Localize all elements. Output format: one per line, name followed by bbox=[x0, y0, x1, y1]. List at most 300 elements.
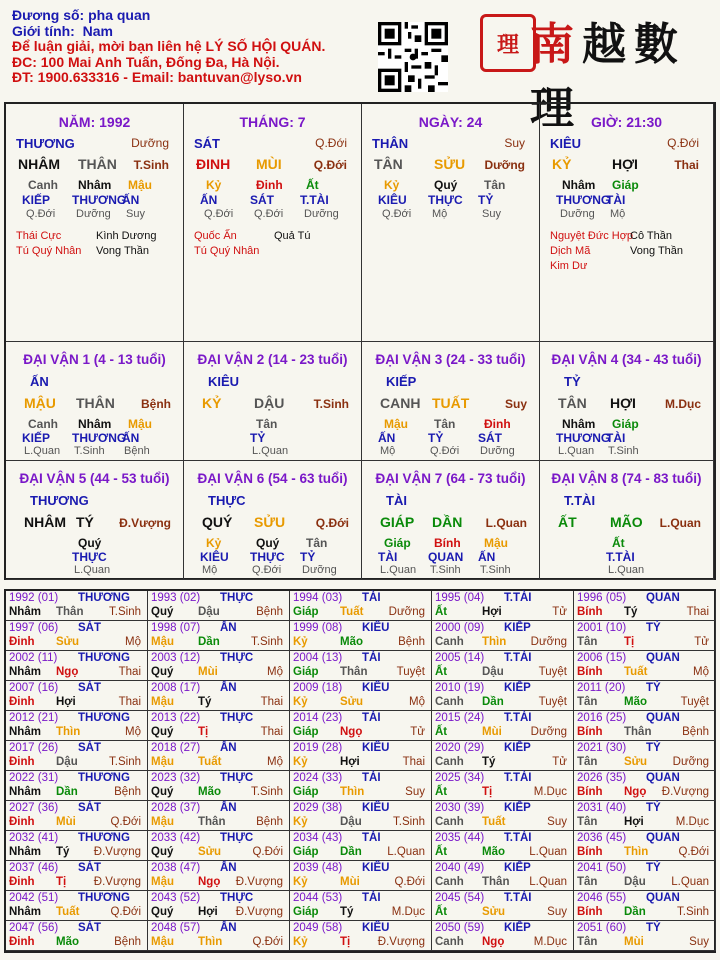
hidden-stem: Tân bbox=[484, 178, 506, 192]
name-label: Đương số: bbox=[12, 7, 85, 23]
year-cell bbox=[290, 711, 432, 741]
hidden-stem: Bính bbox=[434, 536, 461, 550]
hidden-stage: Q.Đới bbox=[26, 208, 56, 220]
year-stem: Nhâm bbox=[9, 726, 41, 738]
year-ten-god: THỰC bbox=[220, 892, 254, 904]
hidden-god: SÁT bbox=[478, 431, 502, 445]
year-branch: Mùi bbox=[340, 876, 360, 888]
hidden-stem: Tân bbox=[256, 417, 278, 431]
year-ten-god: ẤN bbox=[220, 922, 237, 934]
year-cell bbox=[6, 831, 148, 861]
hidden-stem: Giáp bbox=[384, 536, 411, 550]
hidden-god: TÀI bbox=[606, 193, 626, 207]
dai-van-title: ĐẠI VẬN 3 (24 - 33 tuổi) bbox=[375, 352, 526, 367]
year-branch: Hợi bbox=[340, 756, 360, 768]
year-ten-god: T.TÀI bbox=[504, 652, 532, 664]
dai-van-cell bbox=[362, 342, 540, 461]
year-branch: Tị bbox=[340, 936, 351, 948]
year-label: 2044 (53) bbox=[293, 892, 343, 904]
year-ten-god: KIÊU bbox=[362, 922, 390, 934]
dai-van-stem: TÂN bbox=[558, 395, 587, 411]
hidden-stage: Q.Đới bbox=[254, 208, 284, 220]
hidden-god: ẤN bbox=[122, 431, 140, 445]
year-ten-god: T.TÀI bbox=[504, 592, 532, 604]
year-branch: Thìn bbox=[340, 786, 365, 798]
dai-van-stem: MẬU bbox=[24, 395, 56, 411]
year-branch: Mùi bbox=[198, 666, 218, 678]
year-cell bbox=[6, 861, 148, 891]
dai-van-cell bbox=[362, 461, 540, 580]
hidden-god: THỰC bbox=[428, 193, 463, 207]
hidden-stage: L.Quan bbox=[252, 445, 289, 457]
year-stem: Kỷ bbox=[293, 876, 308, 888]
hidden-stage: Q.Đới bbox=[252, 564, 282, 576]
year-stage: Thai bbox=[402, 756, 425, 768]
year-label: 1993 (02) bbox=[151, 592, 201, 604]
hidden-stem: Tân bbox=[306, 536, 328, 550]
year-cell bbox=[574, 921, 716, 951]
year-label: 2000 (09) bbox=[435, 622, 485, 634]
year-stage: Thai bbox=[118, 666, 141, 678]
year-stem: Kỷ bbox=[293, 636, 308, 648]
year-cell bbox=[432, 621, 574, 651]
year-ten-god: SÁT bbox=[78, 682, 101, 694]
pillar-cell bbox=[362, 104, 540, 342]
year-label: 2033 (42) bbox=[151, 832, 201, 844]
year-stem: Tân bbox=[577, 876, 598, 888]
year-stage: L.Quan bbox=[387, 846, 425, 858]
year-stem: Giáp bbox=[293, 786, 319, 798]
year-stage: Thai bbox=[686, 606, 709, 618]
hidden-stem: Quý bbox=[434, 178, 458, 192]
year-ten-god: THƯƠNG bbox=[78, 772, 130, 784]
year-branch: Mùi bbox=[624, 936, 644, 948]
year-branch: Mão bbox=[340, 636, 363, 648]
year-stage: Bệnh bbox=[398, 636, 425, 648]
year-stem: Ất bbox=[435, 606, 448, 618]
year-branch: Dậu bbox=[624, 876, 646, 888]
year-stem: Bính bbox=[577, 726, 603, 738]
year-stem: Bính bbox=[577, 906, 603, 918]
dai-van-branch: TUẤT bbox=[432, 395, 470, 411]
year-stem: Quý bbox=[151, 846, 174, 858]
year-stem: Bính bbox=[577, 786, 603, 798]
hidden-stage: Dưỡng bbox=[304, 208, 339, 220]
dai-van-cell bbox=[184, 461, 362, 580]
dai-van-title: ĐẠI VẬN 2 (14 - 23 tuổi) bbox=[197, 352, 348, 367]
year-ten-god: TÀI bbox=[362, 832, 381, 844]
year-label: 2036 (45) bbox=[577, 832, 627, 844]
year-cell bbox=[432, 741, 574, 771]
year-stem: Kỷ bbox=[293, 696, 308, 708]
hidden-god: KIÊU bbox=[378, 193, 407, 207]
year-stage: Mộ bbox=[125, 726, 141, 738]
dai-van-branch: DẬU bbox=[254, 395, 285, 411]
dai-van-god: THƯƠNG bbox=[30, 493, 89, 508]
year-branch: Thân bbox=[340, 666, 368, 678]
year-cell bbox=[6, 921, 148, 951]
year-stem: Ất bbox=[435, 786, 448, 798]
dai-van-branch: TÝ bbox=[76, 514, 94, 530]
year-ten-god: THƯƠNG bbox=[78, 892, 130, 904]
year-ten-god: SÁT bbox=[78, 622, 101, 634]
year-cell bbox=[6, 891, 148, 921]
year-stem: Kỷ bbox=[293, 936, 308, 948]
year-branch: Dần bbox=[340, 846, 362, 858]
year-cell bbox=[148, 621, 290, 651]
year-ten-god: KIÊU bbox=[362, 622, 390, 634]
year-branch: Tý bbox=[482, 756, 496, 768]
year-stage: M.Dục bbox=[391, 906, 425, 918]
year-label: 2047 (56) bbox=[9, 922, 59, 934]
year-stem: Tân bbox=[577, 816, 598, 828]
year-stage: Tử bbox=[410, 726, 425, 738]
pillar-stem: TÂN bbox=[374, 156, 403, 172]
year-cell bbox=[148, 681, 290, 711]
year-ten-god: ẤN bbox=[220, 682, 237, 694]
hidden-stem: Canh bbox=[28, 417, 58, 431]
header-info bbox=[12, 8, 325, 86]
hidden-god: TỶ bbox=[428, 431, 444, 445]
year-ten-god: KIẾP bbox=[504, 622, 531, 634]
year-stem: Mậu bbox=[151, 816, 174, 828]
dai-van-god: THỰC bbox=[208, 493, 246, 508]
year-stage: T.Sinh bbox=[109, 606, 141, 618]
year-label: 2022 (31) bbox=[9, 772, 59, 784]
dai-van-stem: ẤT bbox=[558, 514, 577, 530]
year-stem: Đinh bbox=[9, 756, 35, 768]
year-stage: Q.Đới bbox=[110, 906, 141, 918]
year-stage: M.Dục bbox=[675, 816, 709, 828]
pillar-cell bbox=[184, 104, 362, 342]
year-cell bbox=[6, 801, 148, 831]
pillar-branch-stage: Q.Đới bbox=[313, 158, 347, 172]
year-branch: Tuất bbox=[624, 666, 648, 678]
year-stage: Bệnh bbox=[114, 936, 141, 948]
hidden-stage: T.Sinh bbox=[608, 445, 639, 457]
year-stage: Mộ bbox=[409, 696, 425, 708]
year-label: 1997 (06) bbox=[9, 622, 59, 634]
hidden-stage: T.Sinh bbox=[480, 564, 511, 576]
star-right: Vong Thần bbox=[96, 245, 150, 257]
year-ten-god: TÀI bbox=[362, 712, 381, 724]
year-ten-god: SÁT bbox=[78, 802, 101, 814]
pillar-ten-god: THÂN bbox=[372, 136, 409, 151]
year-cell bbox=[148, 891, 290, 921]
year-ten-god: THƯƠNG bbox=[78, 712, 130, 724]
hidden-stem: Đinh bbox=[256, 178, 283, 192]
year-branch: Tuất bbox=[198, 756, 222, 768]
year-branch: Dần bbox=[56, 786, 78, 798]
hidden-stem: Canh bbox=[28, 178, 58, 192]
dai-van-god: KIÊU bbox=[208, 374, 240, 389]
year-cell bbox=[290, 591, 432, 621]
year-stem: Quý bbox=[151, 606, 174, 618]
year-label: 2040 (49) bbox=[435, 862, 485, 874]
dai-van-title: ĐẠI VẬN 1 (4 - 13 tuổi) bbox=[23, 352, 166, 367]
gender-value: Nam bbox=[82, 22, 113, 39]
year-stage: L.Quan bbox=[671, 876, 709, 888]
year-label: 2030 (39) bbox=[435, 802, 485, 814]
year-label: 2043 (52) bbox=[151, 892, 201, 904]
year-stem: Giáp bbox=[293, 666, 319, 678]
year-label: 2048 (57) bbox=[151, 922, 201, 934]
pillar-branch-stage: T.Sinh bbox=[133, 158, 169, 172]
year-label: 2046 (55) bbox=[577, 892, 627, 904]
year-cell bbox=[290, 861, 432, 891]
year-cell bbox=[432, 771, 574, 801]
year-label: 1996 (05) bbox=[577, 592, 627, 604]
year-ten-god: TỶ bbox=[646, 862, 661, 874]
dai-van-stem: GIÁP bbox=[380, 514, 415, 530]
year-stage: Tuyệt bbox=[396, 666, 425, 678]
dai-van-stage: L.Quan bbox=[659, 516, 701, 530]
year-branch: Ngọ bbox=[198, 876, 221, 888]
hidden-god: KIẾP bbox=[22, 431, 51, 445]
year-stage: M.Dục bbox=[533, 786, 567, 798]
year-ten-god: THỰC bbox=[220, 592, 254, 604]
year-branch: Tuất bbox=[56, 906, 80, 918]
year-stem: Đinh bbox=[9, 696, 35, 708]
pillar-stem: NHÂM bbox=[18, 156, 60, 172]
year-branch: Tị bbox=[482, 786, 493, 798]
pillar-stem: KỶ bbox=[552, 156, 572, 172]
year-branch: Dậu bbox=[482, 666, 504, 678]
year-branch: Ngọ bbox=[56, 666, 79, 678]
year-ten-god: TỶ bbox=[646, 802, 661, 814]
year-label: 2032 (41) bbox=[9, 832, 59, 844]
year-branch: Sửu bbox=[56, 636, 80, 648]
year-cell bbox=[432, 831, 574, 861]
year-cell bbox=[148, 921, 290, 951]
year-stage: Suy bbox=[689, 936, 709, 948]
year-branch: Tuất bbox=[482, 816, 506, 828]
year-branch: Sửu bbox=[340, 696, 364, 708]
year-branch: Tị bbox=[198, 726, 209, 738]
hidden-god: THỰC bbox=[250, 550, 285, 564]
year-cell bbox=[148, 801, 290, 831]
year-branch: Sửu bbox=[482, 906, 506, 918]
year-label: 2006 (15) bbox=[577, 652, 627, 664]
year-ten-god: SÁT bbox=[78, 742, 101, 754]
year-label: 2014 (23) bbox=[293, 712, 343, 724]
year-label: 2008 (17) bbox=[151, 682, 201, 694]
hidden-stage: Mộ bbox=[610, 208, 626, 220]
year-stem: Tân bbox=[577, 696, 598, 708]
year-stage: Tử bbox=[552, 756, 567, 768]
year-label: 2034 (43) bbox=[293, 832, 343, 844]
pillar-ten-god: KIÊU bbox=[550, 136, 582, 151]
star-left: Nguyệt Đức Hợp bbox=[550, 230, 634, 242]
year-cell bbox=[432, 711, 574, 741]
year-cell bbox=[574, 801, 716, 831]
dai-van-stem: QUÝ bbox=[202, 514, 233, 530]
phone-line: ĐT: 1900.633316 - Email: bantuvan@lyso.vn bbox=[12, 69, 302, 85]
year-branch: Ngọ bbox=[624, 786, 647, 798]
year-stage: T.Sinh bbox=[109, 756, 141, 768]
year-cell bbox=[6, 651, 148, 681]
year-branch: Mão bbox=[198, 786, 221, 798]
year-stem: Đinh bbox=[9, 936, 35, 948]
year-stage: Tuyệt bbox=[538, 666, 567, 678]
year-branch: Tý bbox=[624, 606, 638, 618]
year-label: 2038 (47) bbox=[151, 862, 201, 874]
year-ten-god: THƯƠNG bbox=[78, 832, 130, 844]
year-branch: Tị bbox=[624, 636, 635, 648]
year-stage: Thai bbox=[260, 696, 283, 708]
year-branch: Thân bbox=[56, 606, 84, 618]
dai-van-cell bbox=[540, 461, 714, 580]
year-ten-god: THỰC bbox=[220, 832, 254, 844]
hidden-god: ẤN bbox=[378, 431, 396, 445]
contact-line: Để luận giải, mời bạn liên hệ LÝ SỐ HỘI QUÁN. bbox=[12, 38, 326, 54]
year-ten-god: TỶ bbox=[646, 922, 661, 934]
year-stem: Đinh bbox=[9, 816, 35, 828]
year-cell bbox=[148, 711, 290, 741]
pillar-title: GIỜ: 21:30 bbox=[590, 114, 663, 130]
hidden-stage: Suy bbox=[482, 208, 501, 220]
year-label: 2015 (24) bbox=[435, 712, 485, 724]
year-cell bbox=[290, 621, 432, 651]
year-branch: Tuất bbox=[340, 606, 364, 618]
year-ten-god: QUAN bbox=[646, 652, 680, 664]
year-ten-god: QUAN bbox=[646, 712, 680, 724]
hidden-god: TÀI bbox=[606, 431, 626, 445]
year-cell bbox=[148, 831, 290, 861]
year-label: 2023 (32) bbox=[151, 772, 201, 784]
hidden-stem: Kỷ bbox=[206, 178, 222, 192]
hidden-stage: L.Quan bbox=[608, 564, 645, 576]
year-ten-god: KIÊU bbox=[362, 742, 390, 754]
year-label: 2025 (34) bbox=[435, 772, 485, 784]
year-label: 2028 (37) bbox=[151, 802, 201, 814]
year-cell bbox=[6, 771, 148, 801]
year-cell bbox=[574, 891, 716, 921]
year-label: 2027 (36) bbox=[9, 802, 59, 814]
year-stage: Dưỡng bbox=[530, 636, 567, 648]
year-label: 2010 (19) bbox=[435, 682, 485, 694]
year-branch: Hợi bbox=[198, 906, 218, 918]
hidden-stem: Kỷ bbox=[206, 536, 222, 550]
year-label: 2018 (27) bbox=[151, 742, 201, 754]
year-stem: Tân bbox=[577, 636, 598, 648]
year-cell bbox=[6, 711, 148, 741]
year-stage: Dưỡng bbox=[530, 726, 567, 738]
year-stem: Giáp bbox=[293, 606, 319, 618]
year-label: 2042 (51) bbox=[9, 892, 59, 904]
address-line: ĐC: 100 Mai Anh Tuấn, Đống Đa, Hà Nội. bbox=[12, 53, 280, 70]
year-ten-god: ẤN bbox=[220, 742, 237, 754]
year-branch: Tý bbox=[340, 906, 354, 918]
year-branch: Ngọ bbox=[340, 726, 363, 738]
pillar-cell bbox=[6, 104, 184, 342]
year-stage: Đ.Vượng bbox=[93, 846, 141, 858]
dai-van-god: TÀI bbox=[386, 493, 407, 508]
year-label: 2049 (58) bbox=[293, 922, 343, 934]
year-stage: Tuyệt bbox=[680, 696, 709, 708]
year-label: 2017 (26) bbox=[9, 742, 59, 754]
dai-van-branch: THÂN bbox=[76, 395, 115, 411]
year-stage: Mộ bbox=[267, 756, 283, 768]
year-stage: Q.Đới bbox=[678, 846, 709, 858]
hidden-stem: Nhâm bbox=[78, 417, 112, 431]
year-branch: Thìn bbox=[624, 846, 649, 858]
year-cell bbox=[290, 651, 432, 681]
pillar-ten-god: SÁT bbox=[194, 136, 220, 151]
hidden-stem: Mậu bbox=[128, 178, 152, 192]
hidden-stage: Dưỡng bbox=[560, 208, 595, 220]
pillar-branch: MÙI bbox=[256, 156, 282, 172]
name-value: pha quan bbox=[88, 7, 151, 23]
year-label: 2004 (13) bbox=[293, 652, 343, 664]
year-stem: Nhâm bbox=[9, 846, 41, 858]
year-ten-god: TÀI bbox=[362, 592, 381, 604]
year-ten-god: QUAN bbox=[646, 592, 680, 604]
year-label: 2012 (21) bbox=[9, 712, 59, 724]
hidden-stem: Nhâm bbox=[562, 178, 596, 192]
year-label: 2045 (54) bbox=[435, 892, 485, 904]
hidden-stage: Q.Đới bbox=[382, 208, 412, 220]
dai-van-stage: Đ.Vượng bbox=[119, 516, 171, 530]
hidden-god: T.TÀI bbox=[300, 193, 329, 207]
year-stem: Kỷ bbox=[293, 816, 308, 828]
year-ten-god: ẤN bbox=[220, 622, 237, 634]
year-ten-god: T.TÀI bbox=[504, 832, 532, 844]
year-stem: Mậu bbox=[151, 696, 174, 708]
year-branch: Thìn bbox=[56, 726, 81, 738]
year-stem: Đinh bbox=[9, 876, 35, 888]
pillar-branch-stage: Dưỡng bbox=[484, 158, 525, 172]
year-ten-god: QUAN bbox=[646, 892, 680, 904]
year-stem: Ất bbox=[435, 666, 448, 678]
star-left: Tú Quý Nhân bbox=[16, 245, 82, 257]
star-right: Quả Tú bbox=[274, 230, 311, 242]
year-label: 2020 (29) bbox=[435, 742, 485, 754]
dai-van-stage: Bệnh bbox=[141, 397, 171, 411]
chart-grid bbox=[4, 102, 716, 580]
year-label: 2026 (35) bbox=[577, 772, 627, 784]
year-stage: T.Sinh bbox=[251, 636, 283, 648]
year-label: 2019 (28) bbox=[293, 742, 343, 754]
hidden-stage: Bệnh bbox=[124, 445, 150, 457]
year-stem: Canh bbox=[435, 876, 464, 888]
hidden-stem: Mậu bbox=[384, 417, 408, 431]
year-stage: Đ.Vượng bbox=[235, 906, 283, 918]
year-branch: Dần bbox=[482, 696, 504, 708]
year-ten-god: TÀI bbox=[362, 652, 381, 664]
dai-van-title: ĐẠI VẬN 4 (34 - 43 tuổi) bbox=[551, 352, 702, 367]
year-ten-god: THƯƠNG bbox=[78, 652, 130, 664]
dai-van-stage: Suy bbox=[504, 397, 527, 411]
year-cell bbox=[432, 801, 574, 831]
hidden-god: T.TÀI bbox=[606, 550, 635, 564]
year-stage: Đ.Vượng bbox=[235, 876, 283, 888]
year-stage: Bệnh bbox=[682, 726, 709, 738]
year-cell bbox=[148, 651, 290, 681]
pillar-title: NGÀY: 24 bbox=[418, 114, 483, 130]
year-stage: Suy bbox=[547, 906, 567, 918]
year-branch: Thân bbox=[624, 726, 652, 738]
hidden-stem: Quý bbox=[256, 536, 280, 550]
year-stem: Canh bbox=[435, 636, 464, 648]
pillar-title: THÁNG: 7 bbox=[239, 114, 306, 130]
pillar-branch: THÂN bbox=[78, 156, 117, 172]
year-ten-god: T.TÀI bbox=[504, 712, 532, 724]
year-stem: Mậu bbox=[151, 756, 174, 768]
hidden-stem: Tân bbox=[434, 417, 456, 431]
year-cell bbox=[574, 741, 716, 771]
year-stem: Quý bbox=[151, 666, 174, 678]
